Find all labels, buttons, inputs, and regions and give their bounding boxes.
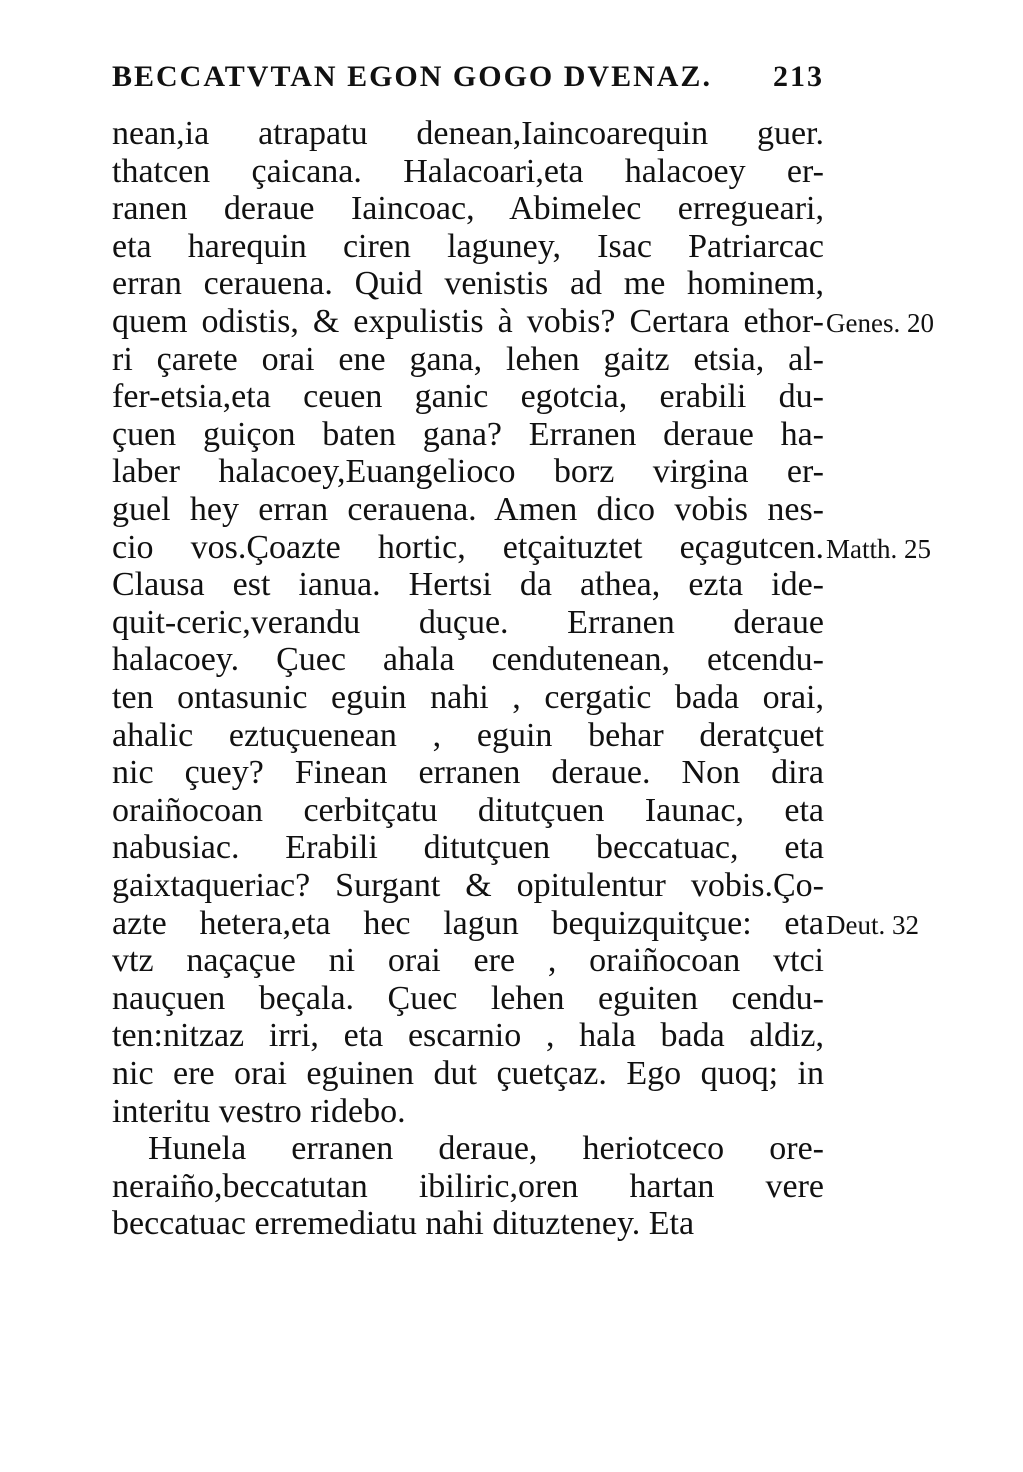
text-line: nic çuey? Finean erranen deraue. Non dira (112, 754, 824, 792)
text-line: ranen deraue Iaincoac, Abimelec erregueari, (112, 190, 824, 228)
text-line: ri çarete orai ene gana, lehen gaitz etsia, al- (112, 340, 824, 378)
text-line: nauçuen beçala. Çuec lehen eguiten cendu- (112, 979, 824, 1017)
margin-reference: Genes. 20 (826, 308, 934, 338)
text-line: nic ere orai eguinen dut çuetçaz. Ego quoq; in (112, 1055, 824, 1092)
text-line: nabusiac. Erabili ditutçuen beccatuac, eta (112, 829, 824, 867)
text-line: guel hey erran cerauena. Amen dico vobis nes- (112, 491, 824, 528)
text-line: quit-ceric,verandu duçue. Erranen deraue (112, 603, 824, 641)
text-line: ahalic eztuçuenean , eguin behar deratçuet (112, 716, 824, 754)
text-line: neraiño,beccatutan ibiliric,oren hartan vere (112, 1167, 824, 1205)
text-line: thatcen çaicana. Halacoari,eta halacoey er- (112, 152, 824, 190)
margin-reference: Matth. 25 (826, 533, 931, 564)
text-line: halacoey. Çuec ahala cendutenean, etcendu- (112, 641, 824, 679)
text-line: beccatuac erremediatu nahi dituzteney. Eta (112, 1205, 695, 1243)
running-header (112, 60, 824, 94)
text-line: Clausa est ianua. Hertsi da athea, ezta ide- (112, 566, 824, 604)
text-line: vtz naçaçue ni orai ere , oraiñocoan vtci (112, 942, 824, 980)
running-title: BECCATVTAN EGON GOGO DVENAZ. (112, 60, 712, 93)
text-line: ten ontasunic eguin nahi , cergatic bada orai, (112, 679, 824, 716)
page-number: 213 (773, 60, 824, 93)
text-line: erran cerauena. Quid venistis ad me hominem, (112, 265, 824, 303)
text-line: quem odistis, & expulistis à vobis? Certara ethor- (112, 303, 824, 340)
text-line: nean,ia atrapatu denean,Iaincoarequin guer. (112, 115, 824, 152)
text-line: interitu vestro ridebo. (112, 1092, 406, 1130)
text-line: oraiñocoan cerbitçatu ditutçuen Iaunac, eta (112, 791, 824, 829)
text-line: fer-etsia,eta ceuen ganic egotcia, erabili du- (112, 378, 824, 416)
text-line: azte hetera,eta hec lagun bequizquitçue: eta (112, 904, 824, 942)
text-line: cio vos.Çoazte hortic, etçaituztet eçagutcen. (112, 528, 824, 566)
text-line: çuen guiçon baten gana? Erranen deraue ha- (112, 415, 824, 453)
text-line: eta harequin ciren laguney, Isac Patriarcac (112, 227, 824, 265)
margin-reference: Deut. 32 (826, 909, 919, 940)
text-line: Hunela erranen deraue, heriotceco ore- (148, 1130, 824, 1168)
text-line: laber halacoey,Euangelioco borz virgina er- (112, 453, 824, 491)
text-line: ten:nitzaz irri, eta escarnio , hala bada aldiz, (112, 1017, 824, 1055)
text-line: gaixtaqueriac? Surgant & opitulentur vobis.Ço- (112, 867, 824, 904)
